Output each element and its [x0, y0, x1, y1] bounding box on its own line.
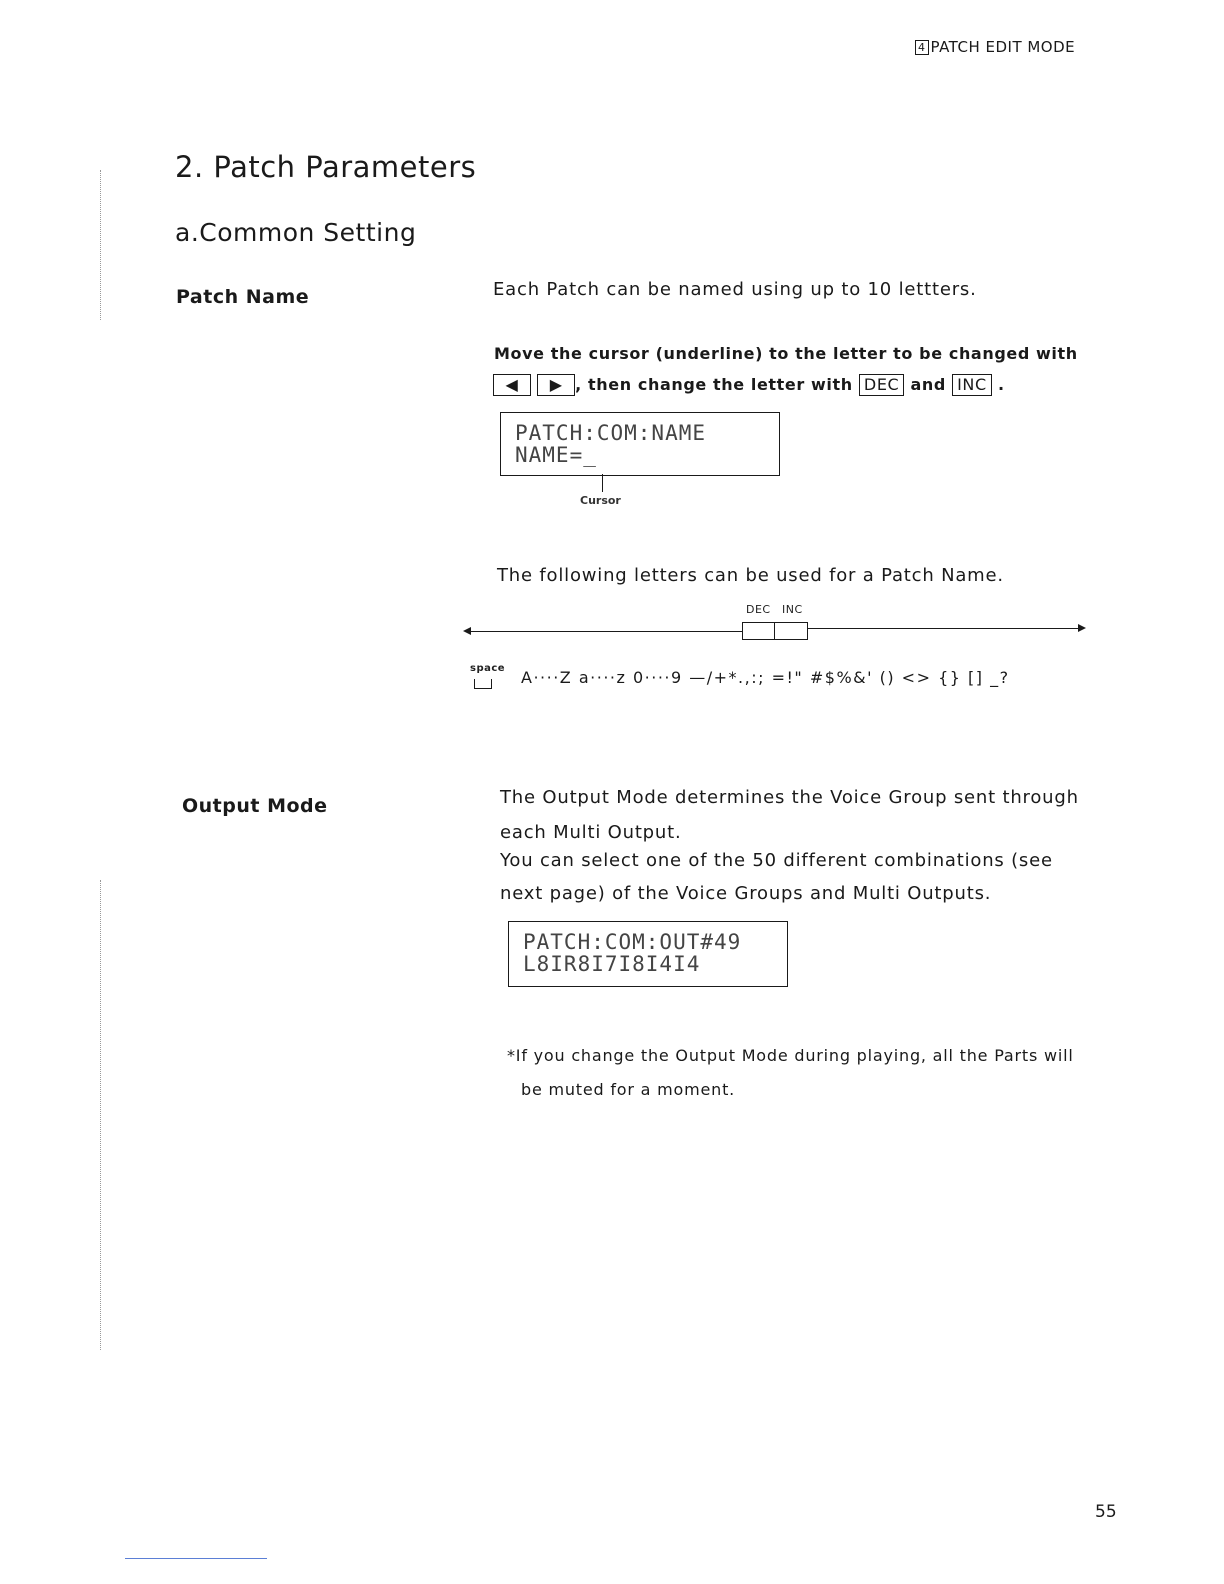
- page-number: 55: [1095, 1502, 1117, 1522]
- dec-inc-key-pair: [742, 622, 808, 640]
- patch-name-intro: Each Patch can be named using up to 10 lettters.: [493, 279, 977, 300]
- arrow-right-icon: [1078, 624, 1086, 632]
- lcd-line-2: L8IR8I7I8I4I4: [523, 952, 701, 976]
- and-text: and: [910, 375, 946, 394]
- letters-intro: The following letters can be used for a Patch Name.: [497, 565, 1004, 586]
- section-title: 2. Patch Parameters: [175, 150, 477, 184]
- arrow-line-right: [808, 628, 1078, 629]
- space-label: space: [470, 663, 506, 674]
- character-set: A····Z a····z 0····9 —/+*.,:; =!" #$%&' () <> {} [] _?: [521, 668, 1010, 687]
- section-number-box: 4: [915, 40, 929, 55]
- dec-label: DEC: [746, 603, 771, 616]
- dec-key: DEC: [859, 374, 904, 396]
- lcd-line-2: NAME=_: [515, 443, 597, 467]
- margin-mark: [100, 170, 101, 320]
- output-mode-para1: The Output Mode determines the Voice Group sent through: [500, 787, 1079, 808]
- lcd-line-1: PATCH:COM:NAME: [515, 421, 707, 445]
- lcd-line-1: PATCH:COM:OUT#49: [523, 930, 742, 954]
- running-header: [915, 38, 1075, 56]
- patch-name-heading: Patch Name: [176, 286, 310, 308]
- header-label-text: PATCH EDIT MODE: [930, 38, 1076, 56]
- left-arrow-key: ◀: [493, 374, 531, 396]
- output-mode-para1b: each Multi Output.: [500, 822, 682, 843]
- arrow-line-left: [470, 631, 742, 632]
- period: .: [997, 375, 1005, 394]
- inc-key: INC: [952, 374, 992, 396]
- output-mode-note-2: be muted for a moment.: [521, 1080, 736, 1099]
- footer-rule: [125, 1558, 267, 1559]
- right-arrow-key: ▶: [537, 374, 575, 396]
- lcd-display-output: [508, 921, 788, 987]
- output-mode-note-1: *If you change the Output Mode during playing, all the Parts will: [507, 1046, 1074, 1065]
- space-symbol-icon: [474, 679, 492, 689]
- inc-label: INC: [782, 603, 803, 616]
- output-mode-para2b: next page) of the Voice Groups and Multi Outputs.: [500, 883, 992, 904]
- instruction-then: , then change the letter with: [575, 375, 853, 394]
- output-mode-heading: Output Mode: [182, 795, 328, 817]
- subsection-title: a.Common Setting: [175, 218, 417, 247]
- lcd-display-name: [500, 412, 780, 476]
- instruction-line-1: Move the cursor (underline) to the letter to be changed with: [494, 344, 1078, 363]
- output-mode-para2: You can select one of the 50 different combinations (see: [500, 850, 1053, 871]
- cursor-pointer-line: [602, 474, 603, 492]
- margin-mark: [100, 880, 101, 1350]
- instruction-line-2: [493, 374, 1005, 396]
- cursor-label: Cursor: [580, 494, 621, 507]
